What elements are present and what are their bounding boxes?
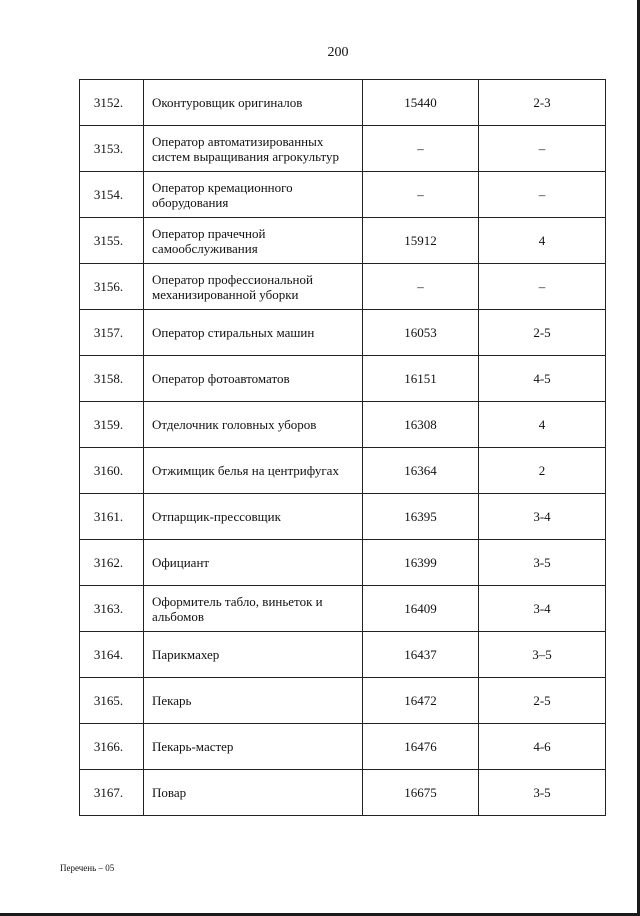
table-row	[80, 678, 606, 724]
profession-code: 16472	[363, 678, 479, 724]
profession-code: 16364	[363, 448, 479, 494]
table-row	[80, 80, 606, 126]
grade-range: 3-5	[479, 770, 606, 816]
profession-name: Пекарь	[144, 678, 363, 724]
profession-name: Оператор стиральных машин	[144, 310, 363, 356]
profession-table	[79, 79, 606, 816]
profession-name: Оператор фотоавтоматов	[144, 356, 363, 402]
profession-name: Оформитель табло, виньеток и альбомов	[144, 586, 363, 632]
profession-name: Отжимщик белья на центрифугах	[144, 448, 363, 494]
table-row	[80, 402, 606, 448]
profession-name: Оператор кремационного оборудования	[144, 172, 363, 218]
profession-code: 16409	[363, 586, 479, 632]
profession-name: Оконтуровщик оригиналов	[144, 80, 363, 126]
grade-range: 3-5	[479, 540, 606, 586]
table-row	[80, 724, 606, 770]
row-number: 3157.	[80, 310, 144, 356]
row-number: 3167.	[80, 770, 144, 816]
row-number: 3155.	[80, 218, 144, 264]
row-number: 3166.	[80, 724, 144, 770]
table-row	[80, 586, 606, 632]
table-row	[80, 448, 606, 494]
grade-range: 3-4	[479, 494, 606, 540]
profession-code: 16151	[363, 356, 479, 402]
row-number: 3162.	[80, 540, 144, 586]
row-number: 3165.	[80, 678, 144, 724]
profession-code: –	[363, 264, 479, 310]
profession-name: Пекарь-мастер	[144, 724, 363, 770]
grade-range: –	[479, 172, 606, 218]
profession-code: 16395	[363, 494, 479, 540]
profession-name: Повар	[144, 770, 363, 816]
profession-code: 16308	[363, 402, 479, 448]
grade-range: 4-5	[479, 356, 606, 402]
grade-range: 2-5	[479, 310, 606, 356]
profession-name: Отделочник головных уборов	[144, 402, 363, 448]
row-number: 3152.	[80, 80, 144, 126]
row-number: 3164.	[80, 632, 144, 678]
profession-code: 15912	[363, 218, 479, 264]
profession-code: 15440	[363, 80, 479, 126]
row-number: 3163.	[80, 586, 144, 632]
row-number: 3158.	[80, 356, 144, 402]
row-number: 3161.	[80, 494, 144, 540]
grade-range: –	[479, 126, 606, 172]
row-number: 3160.	[80, 448, 144, 494]
profession-name: Оператор профессиональной механизированной уборки	[144, 264, 363, 310]
grade-range: 4	[479, 218, 606, 264]
profession-code: –	[363, 172, 479, 218]
grade-range: –	[479, 264, 606, 310]
profession-name: Оператор автоматизированных систем выращивания агрокультур	[144, 126, 363, 172]
table-row	[80, 540, 606, 586]
grade-range: 2-3	[479, 80, 606, 126]
grade-range: 3-4	[479, 586, 606, 632]
table-row	[80, 218, 606, 264]
table-row	[80, 264, 606, 310]
profession-code: 16053	[363, 310, 479, 356]
table-row	[80, 770, 606, 816]
table-row	[80, 310, 606, 356]
profession-code: –	[363, 126, 479, 172]
profession-name: Официант	[144, 540, 363, 586]
profession-name: Отпарщик-прессовщик	[144, 494, 363, 540]
grade-range: 3–5	[479, 632, 606, 678]
grade-range: 4-6	[479, 724, 606, 770]
row-number: 3159.	[80, 402, 144, 448]
table-row	[80, 126, 606, 172]
grade-range: 2-5	[479, 678, 606, 724]
page-number: 200	[327, 45, 349, 60]
profession-code: 16476	[363, 724, 479, 770]
table-row	[80, 632, 606, 678]
profession-code: 16399	[363, 540, 479, 586]
row-number: 3153.	[80, 126, 144, 172]
table-row	[80, 356, 606, 402]
grade-range: 2	[479, 448, 606, 494]
row-number: 3156.	[80, 264, 144, 310]
profession-code: 16675	[363, 770, 479, 816]
table-row	[80, 172, 606, 218]
table-row	[80, 494, 606, 540]
page-footer: Перечень – 05	[60, 863, 115, 873]
row-number: 3154.	[80, 172, 144, 218]
profession-code: 16437	[363, 632, 479, 678]
grade-range: 4	[479, 402, 606, 448]
profession-name: Парикмахер	[144, 632, 363, 678]
profession-name: Оператор прачечной самообслуживания	[144, 218, 363, 264]
